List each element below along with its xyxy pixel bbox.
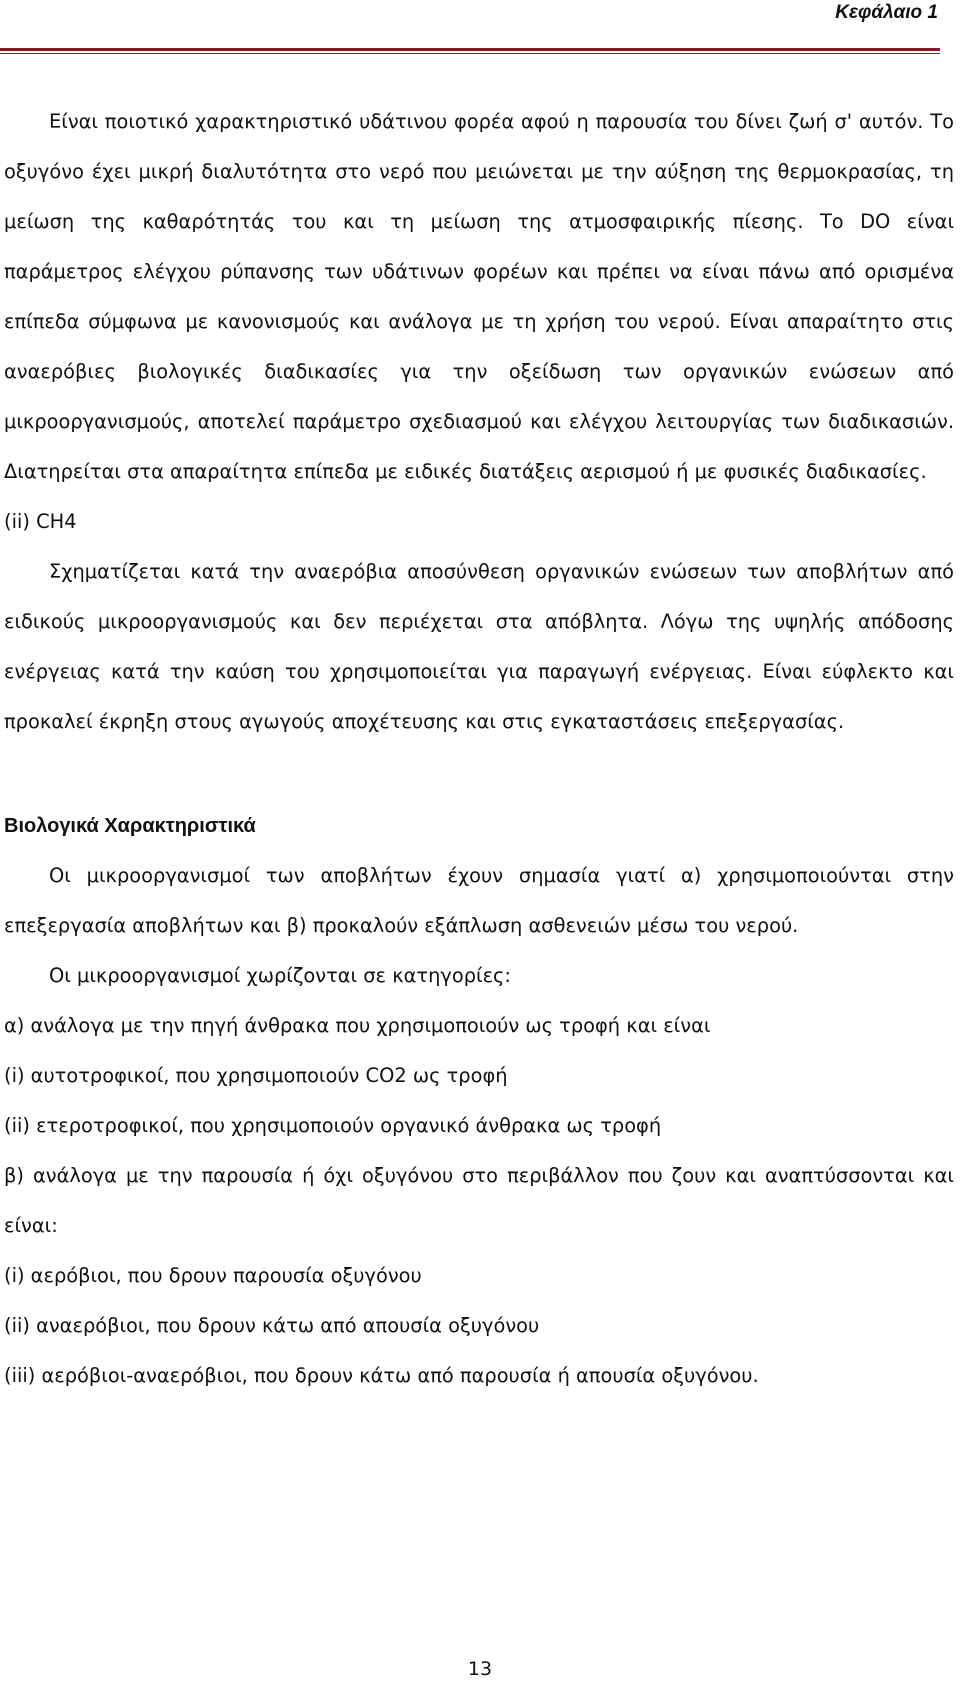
page-number: 13 <box>467 1658 493 1680</box>
chapter-title: Κεφάλαιο 1 <box>835 2 938 23</box>
paragraph-methane: Σχηματίζεται κατά την αναερόβια αποσύνθεση οργανικών ενώσεων των αποβλήτων από ειδικούς μικροοργανισμούς και δεν περιέχεται στα απόβλητα. Λόγω της υψηλής απόδοσης ενέργειας κατά την καύση του χρησιμοποιείται για παραγωγή ενέργειας. Είναι εύφλεκτο και προκαλεί έκρηξη στους αγωγούς αποχέτευσης και στις εγκαταστάσεις επεξεργασίας. <box>4 560 954 733</box>
list-item-autotrophic: (i) αυτοτροφικοί, που χρησιμοποιούν CO2 ως τροφή <box>4 1064 508 1087</box>
list-item-aerobic: (i) αερόβιοι, που δρουν παρουσία οξυγόνου <box>4 1264 422 1287</box>
paragraph-microorganisms-importance: Οι μικροοργανισμοί των αποβλήτων έχουν σημασία γιατί α) χρησιμοποιούνται στην επεξεργασία αποβλήτων και β) προκαλούν εξάπλωση ασθενειών μέσω του νερού. <box>4 864 954 937</box>
section-heading-biological: Βιολογικά Χαρακτηριστικά <box>4 815 256 837</box>
list-item-facultative: (iii) αερόβιοι-αναερόβιοι, που δρουν κάτω από παρουσία ή απουσία οξυγόνου. <box>4 1364 759 1387</box>
list-item-category-b: β) ανάλογα με την παρουσία ή όχι οξυγόνου στο περιβάλλον που ζουν και αναπτύσσονται και είναι: <box>4 1164 954 1237</box>
list-item-anaerobic: (ii) αναερόβιοι, που δρουν κάτω από απουσία οξυγόνου <box>4 1314 540 1337</box>
list-item-category-a: α) ανάλογα με την πηγή άνθρακα που χρησιμοποιούν ως τροφή και είναι <box>4 1014 711 1037</box>
list-item-ch4: (ii) CH4 <box>4 510 77 533</box>
paragraph-categories-intro: Οι μικροοργανισμοί χωρίζονται σε κατηγορίες: <box>49 964 511 987</box>
list-item-heterotrophic: (ii) ετεροτροφικοί, που χρησιμοποιούν οργανικό άνθρακα ως τροφή <box>4 1114 662 1137</box>
paragraph-dissolved-oxygen: Είναι ποιοτικό χαρακτηριστικό υδάτινου φορέα αφού η παρουσία του δίνει ζωή σ' αυτόν. Το οξυγόνο έχει μικρή διαλυτότητα στο νερό που μειώνεται με την αύξηση της θερμοκρασίας, τη μείωση της καθαρότητάς του και τη μείωση της ατμοσφαιρικής πίεσης. Το DO είναι παράμετρος ελέγχου ρύπανσης των υδάτινων φορέων και πρέπει να είναι πάνω από ορισμένα επίπεδα σύμφωνα με κανονισμούς και ανάλογα με τη χρήση του νερού. Είναι απαραίτητο στις αναερόβιες βιολογικές διαδικασίες για την οξείδωση των οργανικών ενώσεων από μικροοργανισμούς, αποτελεί παράμετρο σχεδιασμού και ελέγχου λειτουργίας των διαδικασιών. Διατηρείται στα απαραίτητα επίπεδα με ειδικές διατάξεις αερισμού ή με φυσικές διαδικασίες. <box>4 110 954 483</box>
header-rule-thin <box>0 53 940 54</box>
header-rule-thick <box>0 48 940 51</box>
page-content <box>4 97 954 1401</box>
